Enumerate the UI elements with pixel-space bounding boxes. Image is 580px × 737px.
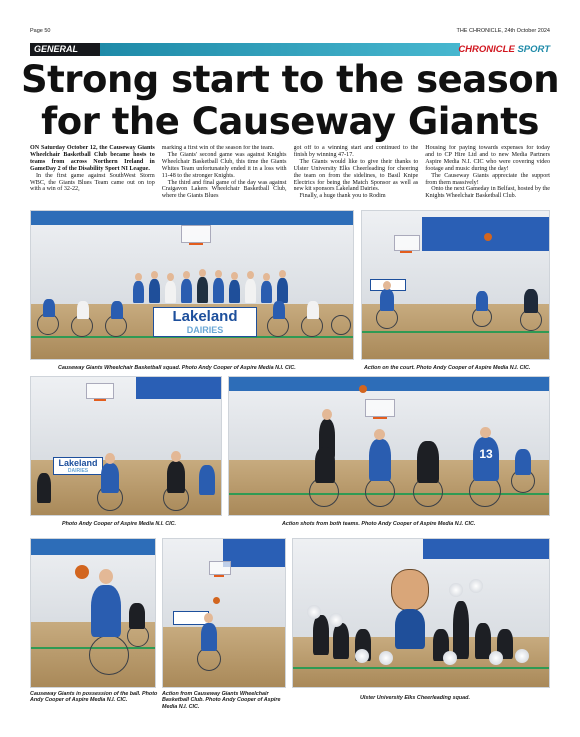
sponsor-name: Lakeland <box>172 308 238 325</box>
article-column-3 <box>294 145 419 209</box>
sponsor-subtitle: DAIRIES <box>186 325 224 335</box>
squad-photo <box>30 210 354 360</box>
section-label: GENERAL <box>30 43 100 56</box>
paper-date: THE CHRONICLE, 24th October 2024 <box>456 28 550 34</box>
cheerleading-photo <box>292 538 550 688</box>
court-photo <box>361 210 550 360</box>
sponsor-subtitle: DAIRIES <box>67 468 89 474</box>
article-paragraph: The Giants would like to give their thanks to Ulster University Elks Cheerleading for cheering the team on from the sidelines, to Basil Knipe Electrics for being the Match Sponsor as well as new kit sponsors Lakeland Dairies. <box>293 158 419 193</box>
article-paragraph: Finally, a huge thank you to Rodim <box>299 193 386 200</box>
article-paragraph: In the first game against SouthWest Storm WBC, the Giants Blues Team came out on top with a win of 32-22, <box>30 172 155 193</box>
cheerleading-caption: Ulster University Elks Cheerleading squad. <box>360 695 470 701</box>
article-column-1 <box>30 145 155 209</box>
squad-caption: Causeway Giants Wheelchair Basketball squad. Photo Andy Cooper of Aspire Media N.I. CIC. <box>58 365 296 371</box>
brand-secondary: SPORT <box>517 44 550 55</box>
article-paragraph: Housing for paying towards expenses for today and to CP Hire Ltd and to new Media Partners Aspire Media N.I. CIC who were covering video footage and music during the day! <box>425 145 550 172</box>
possession-caption: Causeway Giants in possession of the ball. Photo Andy Cooper of Aspire Media N.I. CIC. <box>30 691 158 704</box>
sponsor-banner <box>153 307 257 337</box>
court-caption: Action on the court. Photo Andy Cooper of Aspire Media N.I. CIC. <box>364 365 531 371</box>
article-paragraph: The Causeway Giants appreciate the support from them massively! <box>425 172 550 186</box>
both-teams-caption: Action shots from both teams. Photo Andy Cooper of Aspire Media N.I. CIC. <box>282 521 476 527</box>
article-column-2 <box>162 145 287 209</box>
article-paragraph: The third and final game of the day was against Craigavon Lakers Wheelchair Basketball Club, where the Giants Blues <box>161 179 287 200</box>
possession-photo <box>30 538 156 688</box>
article-body <box>30 145 550 209</box>
article-paragraph: marking a first win of the season for the team. <box>161 145 275 151</box>
page-number: Page 50 <box>30 28 51 34</box>
article-column-4 <box>425 145 550 209</box>
brand-logo <box>458 43 550 56</box>
jersey-number: 13 <box>473 437 499 481</box>
section-divider <box>100 43 460 56</box>
brand-primary: CHRONICLE <box>458 44 515 55</box>
action-photo-left <box>30 376 222 516</box>
headline: Strong start to the season for the Causeway Giants <box>20 58 560 143</box>
sponsor-banner <box>53 457 103 475</box>
page-header <box>30 26 550 36</box>
article-paragraph: Onto the next Gameday in Belfast, hosted by the Knights Wheelchair Basketball Club. <box>425 186 550 200</box>
article-paragraph: got off to a winning start and continued to the finish by winning 47-17. <box>293 145 419 158</box>
mascot <box>391 569 429 611</box>
article-lead: ON Saturday October 12, the Causeway Giants Wheelchair Basketball Club became hosts to teams from across Northern Ireland in GameDay 2 of the Disability Sport NI League. <box>30 145 155 172</box>
action-photo-left-caption: Photo Andy Cooper of Aspire Media N.I. CIC. <box>62 521 177 527</box>
article-paragraph: The Giants' second game was against Knights Wheelchair Basketball Club, this time the Giants Whites Team unfortunately ended it in a loss with 11-48 to the stronger Knights. <box>161 151 287 179</box>
section-bar <box>30 43 550 56</box>
both-teams-photo <box>228 376 550 516</box>
sponsor-name: Lakeland <box>58 458 98 468</box>
club-action-caption: Action from Causeway Giants Wheelchair Basketball Club. Photo Andy Cooper of Aspire Media N.I. CIC. <box>162 691 281 710</box>
club-action-photo <box>162 538 286 688</box>
